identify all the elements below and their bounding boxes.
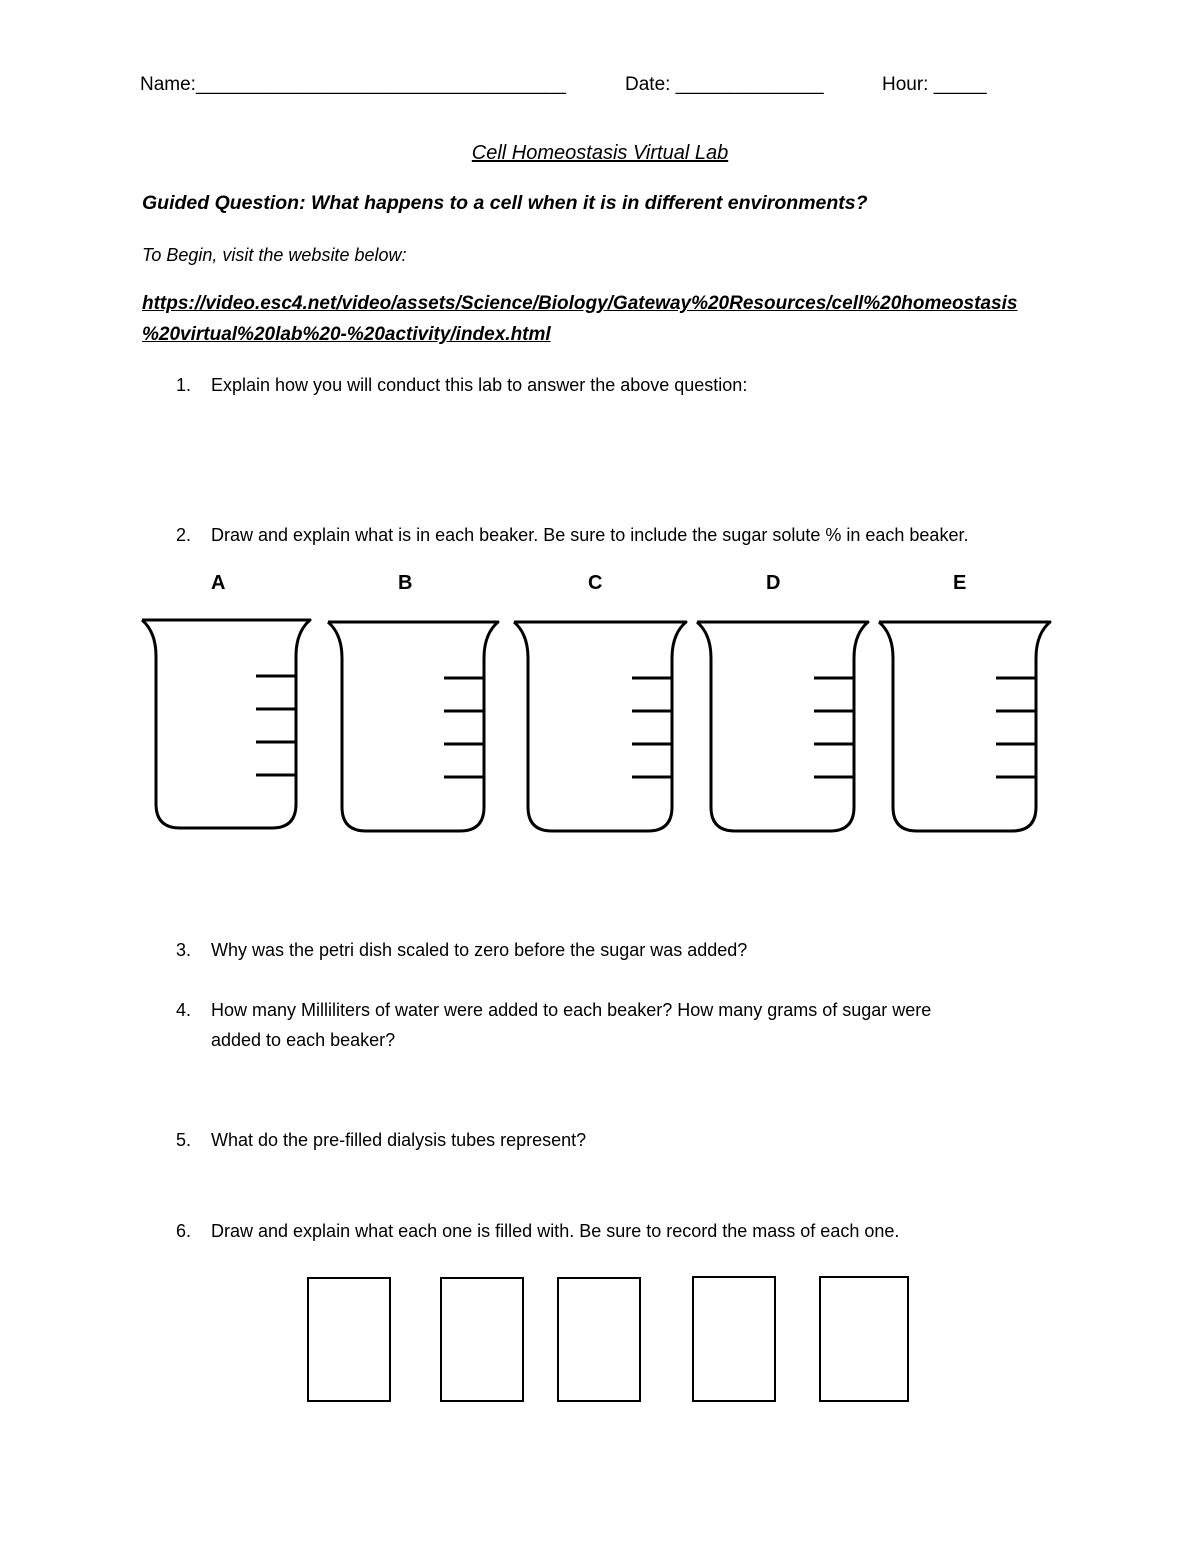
beaker-outline [879, 622, 1050, 831]
hour-field-label: Hour: _____ [882, 74, 987, 95]
dialysis-tube-box-5 [820, 1277, 908, 1401]
question-1-text: Explain how you will conduct this lab to answer the above question: [211, 375, 748, 395]
question-number: 4. [176, 1000, 192, 1020]
beaker-label-d: D [766, 572, 781, 594]
beaker-b [328, 622, 498, 831]
question-number: 6. [176, 1221, 192, 1241]
beaker-label-b: B [398, 572, 413, 594]
dialysis-tube-box-2 [441, 1278, 523, 1401]
question-number: 1. [176, 375, 192, 395]
beaker-group [142, 620, 1050, 831]
dialysis-tube-group [308, 1277, 908, 1401]
beaker-outline [328, 622, 498, 831]
date-field-label: Date: ______________ [625, 74, 824, 95]
question-number: 5. [176, 1130, 192, 1150]
begin-instruction: To Begin, visit the website below: [142, 245, 407, 265]
dialysis-tube-box-3 [558, 1278, 640, 1401]
beaker-outline [142, 620, 310, 828]
name-field-label: Name:___________________________________ [140, 74, 566, 95]
beaker-label-e: E [953, 572, 967, 594]
beaker-label-c: C [588, 572, 603, 594]
dialysis-tube-box-4 [693, 1277, 775, 1401]
beaker-c [514, 622, 686, 831]
website-link-line-1[interactable]: https://video.esc4.net/video/assets/Science/Biology/Gateway%20Resources/cell%20homeostasis [142, 293, 1018, 314]
question-6-text: Draw and explain what each one is filled with. Be sure to record the mass of each one. [211, 1221, 900, 1241]
question-number: 2. [176, 525, 192, 545]
beaker-a [142, 620, 310, 828]
question-number: 3. [176, 940, 192, 960]
guided-question: Guided Question: What happens to a cell when it is in different environments? [142, 192, 868, 214]
question-4-text-line-1: How many Milliliters of water were added to each beaker? How many grams of sugar were [211, 1000, 932, 1020]
beaker-e [879, 622, 1050, 831]
website-link-line-2[interactable]: %20virtual%20lab%20-%20activity/index.html [142, 324, 551, 345]
beaker-label-a: A [211, 572, 226, 594]
beaker-outline [697, 622, 868, 831]
dialysis-tube-box-1 [308, 1278, 390, 1401]
question-2-text: Draw and explain what is in each beaker. Be sure to include the sugar solute % in each beaker. [211, 525, 969, 545]
question-5-text: What do the pre-filled dialysis tubes represent? [211, 1130, 587, 1150]
worksheet-title: Cell Homeostasis Virtual Lab [471, 142, 729, 164]
question-4-text-line-2: added to each beaker? [211, 1030, 396, 1050]
beaker-outline [514, 622, 686, 831]
beaker-d [697, 622, 868, 831]
question-3-text: Why was the petri dish scaled to zero before the sugar was added? [211, 940, 748, 960]
